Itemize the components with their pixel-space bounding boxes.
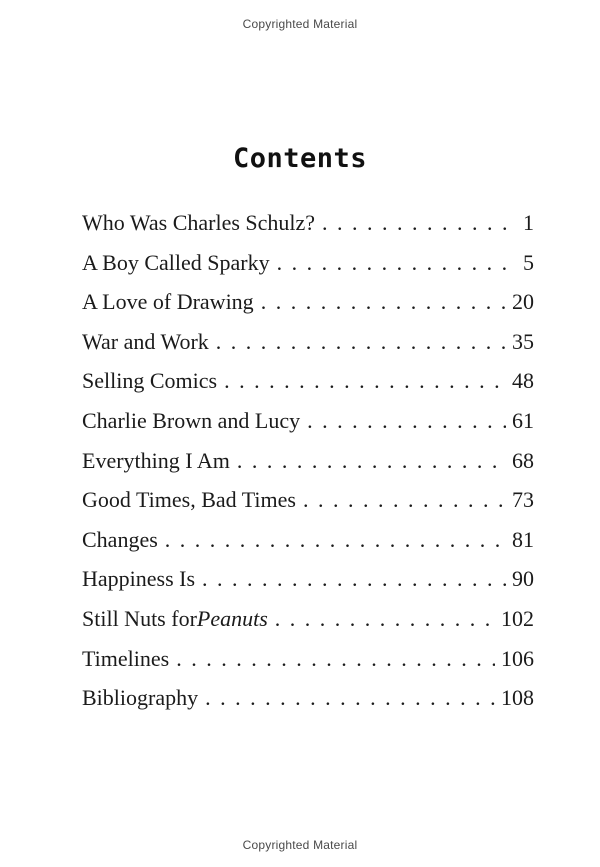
toc-entry	[82, 487, 534, 527]
toc-entry	[82, 368, 534, 408]
chapter-title: Changes	[82, 526, 158, 552]
dot-leader	[237, 448, 506, 474]
toc-entry	[82, 250, 534, 290]
dot-leader	[303, 487, 506, 513]
dot-leader	[202, 566, 506, 592]
toc-entry	[82, 646, 534, 686]
dot-leader	[322, 210, 517, 236]
toc-entry	[82, 527, 534, 567]
copyright-notice-top: Copyrighted Material	[242, 17, 358, 31]
page-number: 61	[512, 407, 534, 433]
chapter-title: Happiness Is	[82, 566, 196, 592]
page-number: 108	[501, 685, 534, 711]
chapter-title: A Boy Called Sparky	[82, 249, 270, 275]
toc-entry	[82, 408, 534, 448]
dot-leader	[275, 606, 495, 632]
page-number: 68	[512, 447, 534, 473]
page-number: 35	[512, 328, 534, 354]
page-number: 102	[501, 605, 534, 631]
dot-leader	[307, 408, 506, 434]
chapter-title: A Love of Drawing	[82, 289, 254, 315]
chapter-title: Selling Comics	[82, 368, 218, 394]
chapter-title: Everything I Am	[82, 447, 230, 473]
toc-entry	[82, 685, 534, 725]
page-number: 5	[523, 249, 534, 275]
page-title: Contents	[232, 143, 368, 174]
chapter-title: Good Times, Bad Times	[82, 487, 296, 513]
page-number: 48	[512, 368, 534, 394]
chapter-title-italic: Peanuts	[196, 605, 268, 631]
page-number: 20	[512, 289, 534, 315]
dot-leader	[277, 250, 517, 276]
page-number: 106	[501, 645, 534, 671]
toc-entry	[82, 329, 534, 369]
page-number: 90	[512, 566, 534, 592]
toc-entry	[82, 448, 534, 488]
chapter-title: Bibliography	[82, 685, 199, 711]
dot-leader	[216, 329, 506, 355]
toc-entry	[82, 566, 534, 606]
dot-leader	[224, 368, 506, 394]
chapter-title: Timelines	[82, 645, 170, 671]
page-number: 1	[523, 210, 534, 235]
toc-entry	[82, 289, 534, 329]
dot-leader	[176, 646, 495, 672]
toc-entry	[82, 606, 534, 646]
toc-entry	[82, 210, 534, 250]
dot-leader	[261, 289, 506, 315]
page-number: 81	[512, 526, 534, 552]
page-number: 73	[512, 487, 534, 513]
dot-leader	[165, 527, 506, 553]
chapter-title: Who Was Charles Schulz?	[82, 210, 316, 235]
chapter-title: War and Work	[82, 328, 209, 354]
table-of-contents	[82, 210, 534, 725]
chapter-title: Charlie Brown and Lucy	[82, 407, 301, 433]
chapter-title: Still Nuts for	[82, 605, 197, 631]
dot-leader	[205, 685, 495, 711]
copyright-notice-bottom: Copyrighted Material	[242, 838, 358, 852]
